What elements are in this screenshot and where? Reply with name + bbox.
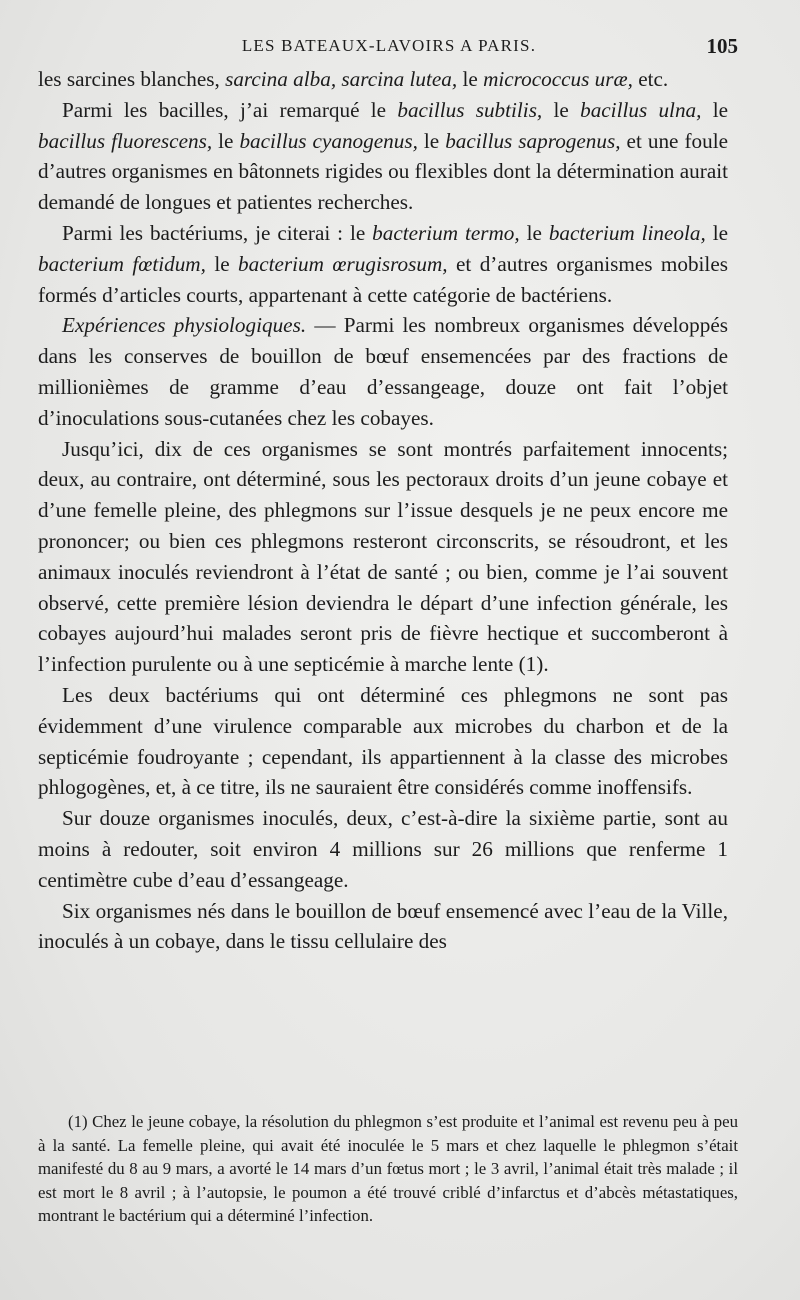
text-run: et d’autres organismes mobiles formés d’articles courts, appartenant à cette catégorie de bactériens. [38,251,728,307]
footnote: (1) Chez le jeune cobaye, la résolution du phlegmon s’est produite et l’animal est revenu peu à peu à la santé. La femelle pleine, qui avait été inoculée le 5 mars et chez laquelle le phlegmon s’était manifesté du 8 au 9 mars, a avorté le 14 mars d’un fœtus mort ; le 3 avril, l’animal était très malade ; il est mort le 8 avril ; à l’autopsie, le poumon a été trouvé criblé d’infarctus et d’abcès métastatiques, montrant le bactérium qui a déterminé l’infection. [38,1112,738,1225]
text-run: — Parmi les nombreux organismes développés dans les conserves de bouillon de bœuf ensemencées par des fractions de millionièmes de gramme d’eau d’essangeage, douze ont fait l’objet d’inoculations sous-cutanées chez les cobayes. [38,313,728,430]
page-header [40,34,738,60]
italic-term: bacillus ulna, [580,97,702,122]
running-title: LES BATEAUX-LAVOIRS A PARIS. [241,36,537,55]
text-run: le [205,251,239,276]
paragraph [38,64,728,95]
paragraph [38,310,728,433]
text-run: le [417,128,446,153]
italic-term: bacterium œrugisrosum, [238,251,448,276]
text-run: Jusqu’ici, dix de ces organismes se sont montrés parfaitement innocents; deux, au contraire, ont déterminé, sous les pectoraux droits d’un jeune cobaye et d’une femelle pleine, des phlegmons sur l’issue desquels je ne peux encore me prononcer; ou bien ces phlegmons resteront circonscrits, se résoudront, et les animaux inoculés reviendront à l’état de santé ; ou bien, comme je l’ai souvent observé, cette première lésion deviendra le départ d’une infection générale, les cobayes aujourd’hui malades seront pris de fièvre hectique et succomberont à l’infection purulente ou à une septicémie à marche lente (1). [38,436,728,677]
text-run: etc. [632,67,669,91]
italic-term: micrococcus uræ, [483,67,633,91]
italic-term: bacterium termo, [372,220,520,245]
page-number: 105 [706,34,738,58]
paragraph [38,95,728,218]
italic-term: sarcina alba, sarcina lutea, [225,67,458,91]
footnotes [38,1110,738,1228]
italic-term: Expériences physiologiques. [62,313,307,338]
text-run: Six organismes nés dans le bouillon de bœuf ensemencé avec l’eau de la Ville, inoculés à un cobaye, dans le tissu cellulaire des [38,898,728,954]
text-run: Parmi les bactériums, je citerai : le [62,220,373,245]
text-run: le [212,128,240,153]
text-run: Sur douze organismes inoculés, deux, c’est-à-dire la sixième partie, sont au moins à redouter, soit environ 4 millions sur 26 millions que renferme 1 centimètre cube d’eau d’essangeage. [38,806,728,892]
paragraph [38,680,728,803]
text-run: le [457,67,484,91]
italic-term: bacillus saprogenus, [445,128,621,153]
paragraph [38,896,728,958]
text-run: Parmi les bacilles, j’ai remarqué le [62,97,398,122]
text-run: les sarcines blanches, [38,67,226,91]
italic-term: bacillus subtilis, [397,97,543,122]
text-run: le [705,220,728,245]
text-run: le [701,97,729,122]
italic-term: bacillus fluorescens, [38,128,213,153]
italic-term: bacterium fœtidum, [38,251,206,276]
paragraph [38,803,728,895]
text-run: le [519,220,549,245]
text-run: le [542,97,581,122]
italic-term: bacillus cyanogenus, [239,128,418,153]
paragraph [38,434,728,680]
text-run: Les deux bactériums qui ont déterminé ces phlegmons ne sont pas évidemment d’une virulence comparable aux microbes du charbon et de la septicémie foudroyante ; cependant, ils appartiennent à la classe des microbes phlogogènes, et, à ce titre, ils ne sauraient être considérés comme inoffensifs. [38,682,728,800]
text-run: et une foule d’autres organismes en bâtonnets rigides ou flexibles dont la détermination aurait demandé de longues et patientes recherches. [38,128,728,215]
body-text [38,64,728,957]
paragraph [38,218,728,310]
italic-term: bacterium lineola, [548,220,706,245]
